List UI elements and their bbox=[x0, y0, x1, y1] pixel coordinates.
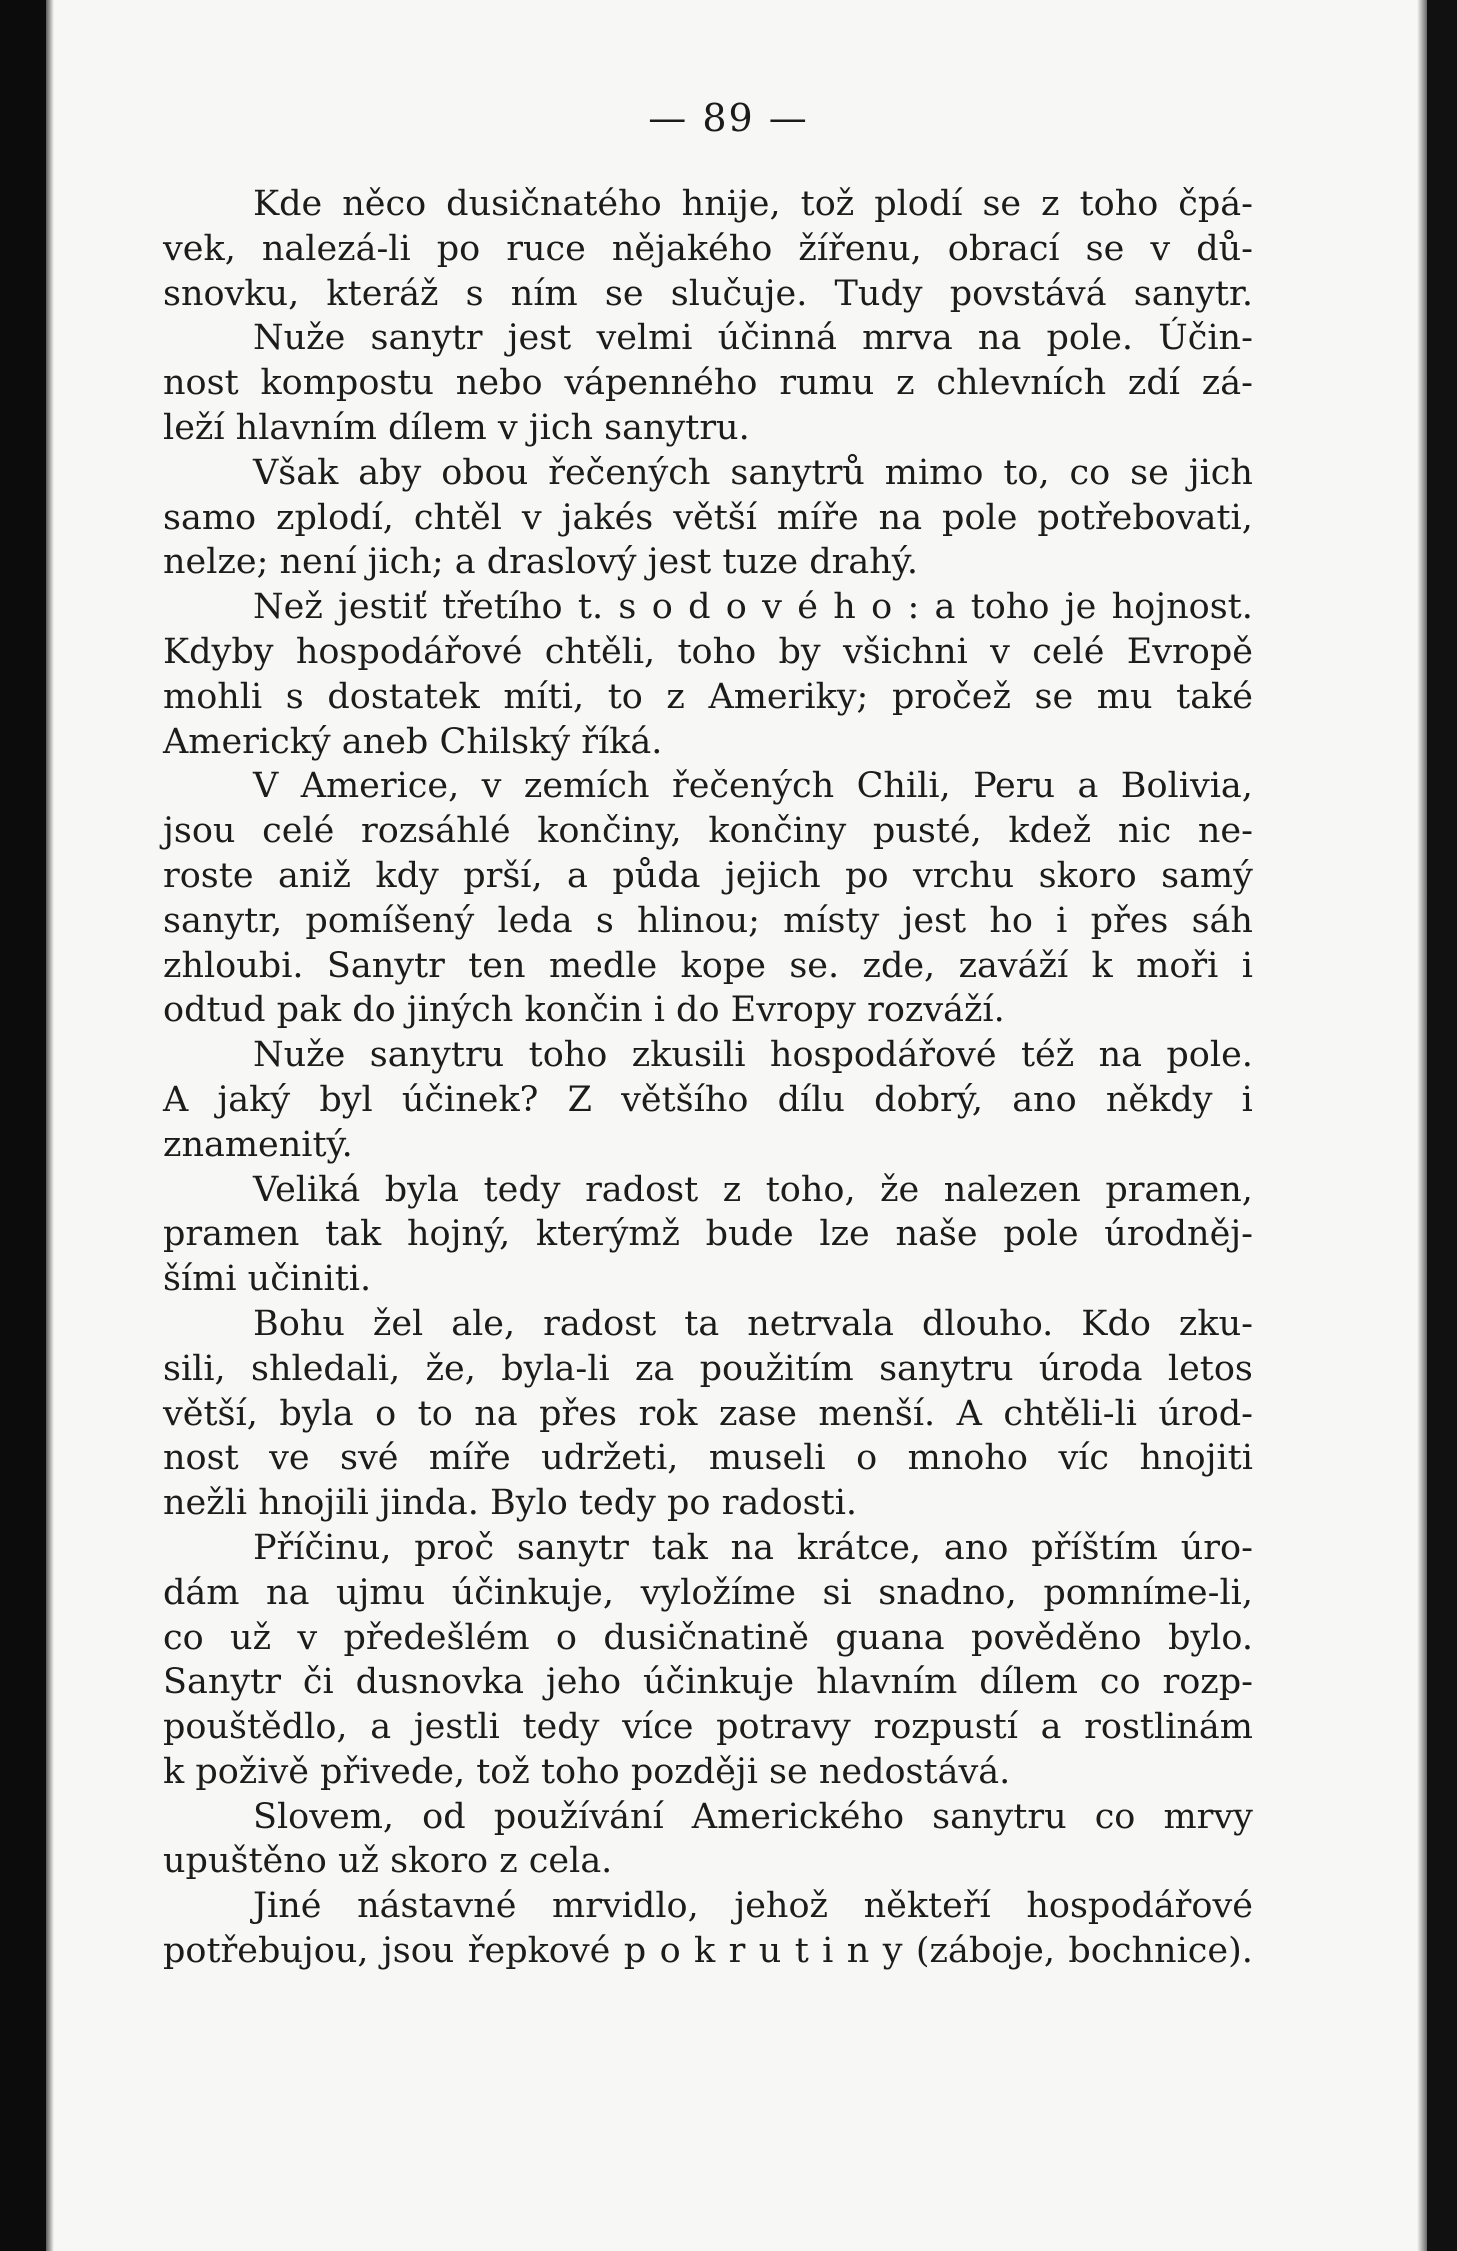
body-text bbox=[163, 182, 1253, 1974]
text-line: zhloubi. Sanytr ten medle kope se. zde, zaváží k moři i bbox=[163, 945, 1253, 986]
text-line: Jiné nástavné mrvidlo, jehož někteří hospodářové bbox=[253, 1886, 1253, 1927]
text-line: Americký aneb Chilský říká. bbox=[163, 721, 663, 762]
text-line: nežli hnojili jinda. Bylo tedy po radosti. bbox=[163, 1483, 858, 1524]
text-line: Nuže sanytru toho zkusili hospodářové též na pole. bbox=[253, 1035, 1253, 1076]
text-line: odtud pak do jiných končin i do Evropy rozváží. bbox=[163, 990, 1005, 1031]
text-line: potřebujou, jsou řepkové p o k r u t i n y (záboje, bochnice). bbox=[163, 1931, 1253, 1972]
text-line: samo zplodí, chtěl v jakés větší míře na pole potřebovati, bbox=[163, 497, 1253, 538]
text-line: Veliká byla tedy radost z toho, že nalezen pramen, bbox=[253, 1169, 1253, 1210]
text-line: roste aniž kdy prší, a půda jejich po vrchu skoro samý bbox=[163, 855, 1253, 896]
text-line: vek, nalezá-li po ruce nějakého žířenu, obrací se v dů- bbox=[163, 228, 1253, 269]
text-line: šími učiniti. bbox=[163, 1259, 372, 1300]
text-line: znamenitý. bbox=[163, 1124, 353, 1165]
text-line: pouštědlo, a jestli tedy více potravy rozpustí a rostlinám bbox=[163, 1707, 1253, 1748]
text-line: Bohu žel ale, radost ta netrvala dlouho. Kdo zku- bbox=[253, 1303, 1253, 1344]
text-line: Kdyby hospodářové chtěli, toho by všichni v celé Evropě bbox=[163, 631, 1253, 672]
text-line: Než jestiť třetího t. s o d o v é h o : a toho je hojnost. bbox=[253, 587, 1253, 628]
text-line: pramen tak hojný, kterýmž bude lze naše pole úrodněj- bbox=[163, 1214, 1253, 1255]
text-line: co už v předešlém o dusičnatině guana pověděno bylo. bbox=[163, 1617, 1253, 1658]
text-line: k poživě přivede, tož toho později se nedostává. bbox=[163, 1751, 1011, 1792]
text-line: A jaký byl účinek? Z většího dílu dobrý, ano někdy i bbox=[163, 1079, 1253, 1120]
page-number: — 89 — bbox=[648, 96, 809, 140]
text-line: sili, shledali, že, byla-li za použitím sanytru úroda letos bbox=[163, 1348, 1253, 1389]
text-line: nost kompostu nebo vápenného rumu z chlevních zdí zá- bbox=[163, 363, 1253, 404]
text-line: Sanytr či dusnovka jeho účinkuje hlavním dílem co rozp- bbox=[163, 1662, 1253, 1703]
text-line: nost ve své míře udržeti, museli o mnoho víc hnojiti bbox=[163, 1438, 1253, 1479]
text-line: leží hlavním dílem v jich sanytru. bbox=[163, 407, 750, 448]
text-line: větší, byla o to na přes rok zase menší. A chtěli-li úrod- bbox=[163, 1393, 1253, 1434]
text-line: nelze; není jich; a draslový jest tuze drahý. bbox=[163, 542, 919, 583]
text-line: Slovem, od používání Amerického sanytru co mrvy bbox=[253, 1796, 1253, 1837]
text-line: Nuže sanytr jest velmi účinná mrva na pole. Účin- bbox=[253, 318, 1253, 359]
text-line: dám na ujmu účinkuje, vyložíme si snadno, pomníme-li, bbox=[163, 1572, 1253, 1613]
text-line: jsou celé rozsáhlé končiny, končiny pusté, kdež nic ne- bbox=[163, 811, 1253, 852]
text-line: mohli s dostatek míti, to z Ameriky; pročež se mu také bbox=[163, 676, 1253, 717]
text-line: Kde něco dusičnatého hnije, tož plodí se z toho čpá- bbox=[253, 184, 1253, 224]
text-line: sanytr, pomíšený leda s hlinou; místy jest ho i přes sáh bbox=[163, 900, 1253, 941]
text-line: V Americe, v zemích řečených Chili, Peru a Bolivia, bbox=[253, 766, 1253, 807]
text-line: Příčinu, proč sanytr tak na krátce, ano příštím úro- bbox=[253, 1527, 1253, 1568]
text-line: upuštěno už skoro z cela. bbox=[163, 1841, 613, 1882]
text-line: Však aby obou řečených sanytrů mimo to, co se jich bbox=[253, 452, 1253, 493]
text-line: snovku, kteráž s ním se slučuje. Tudy povstává sanytr. bbox=[163, 273, 1253, 314]
